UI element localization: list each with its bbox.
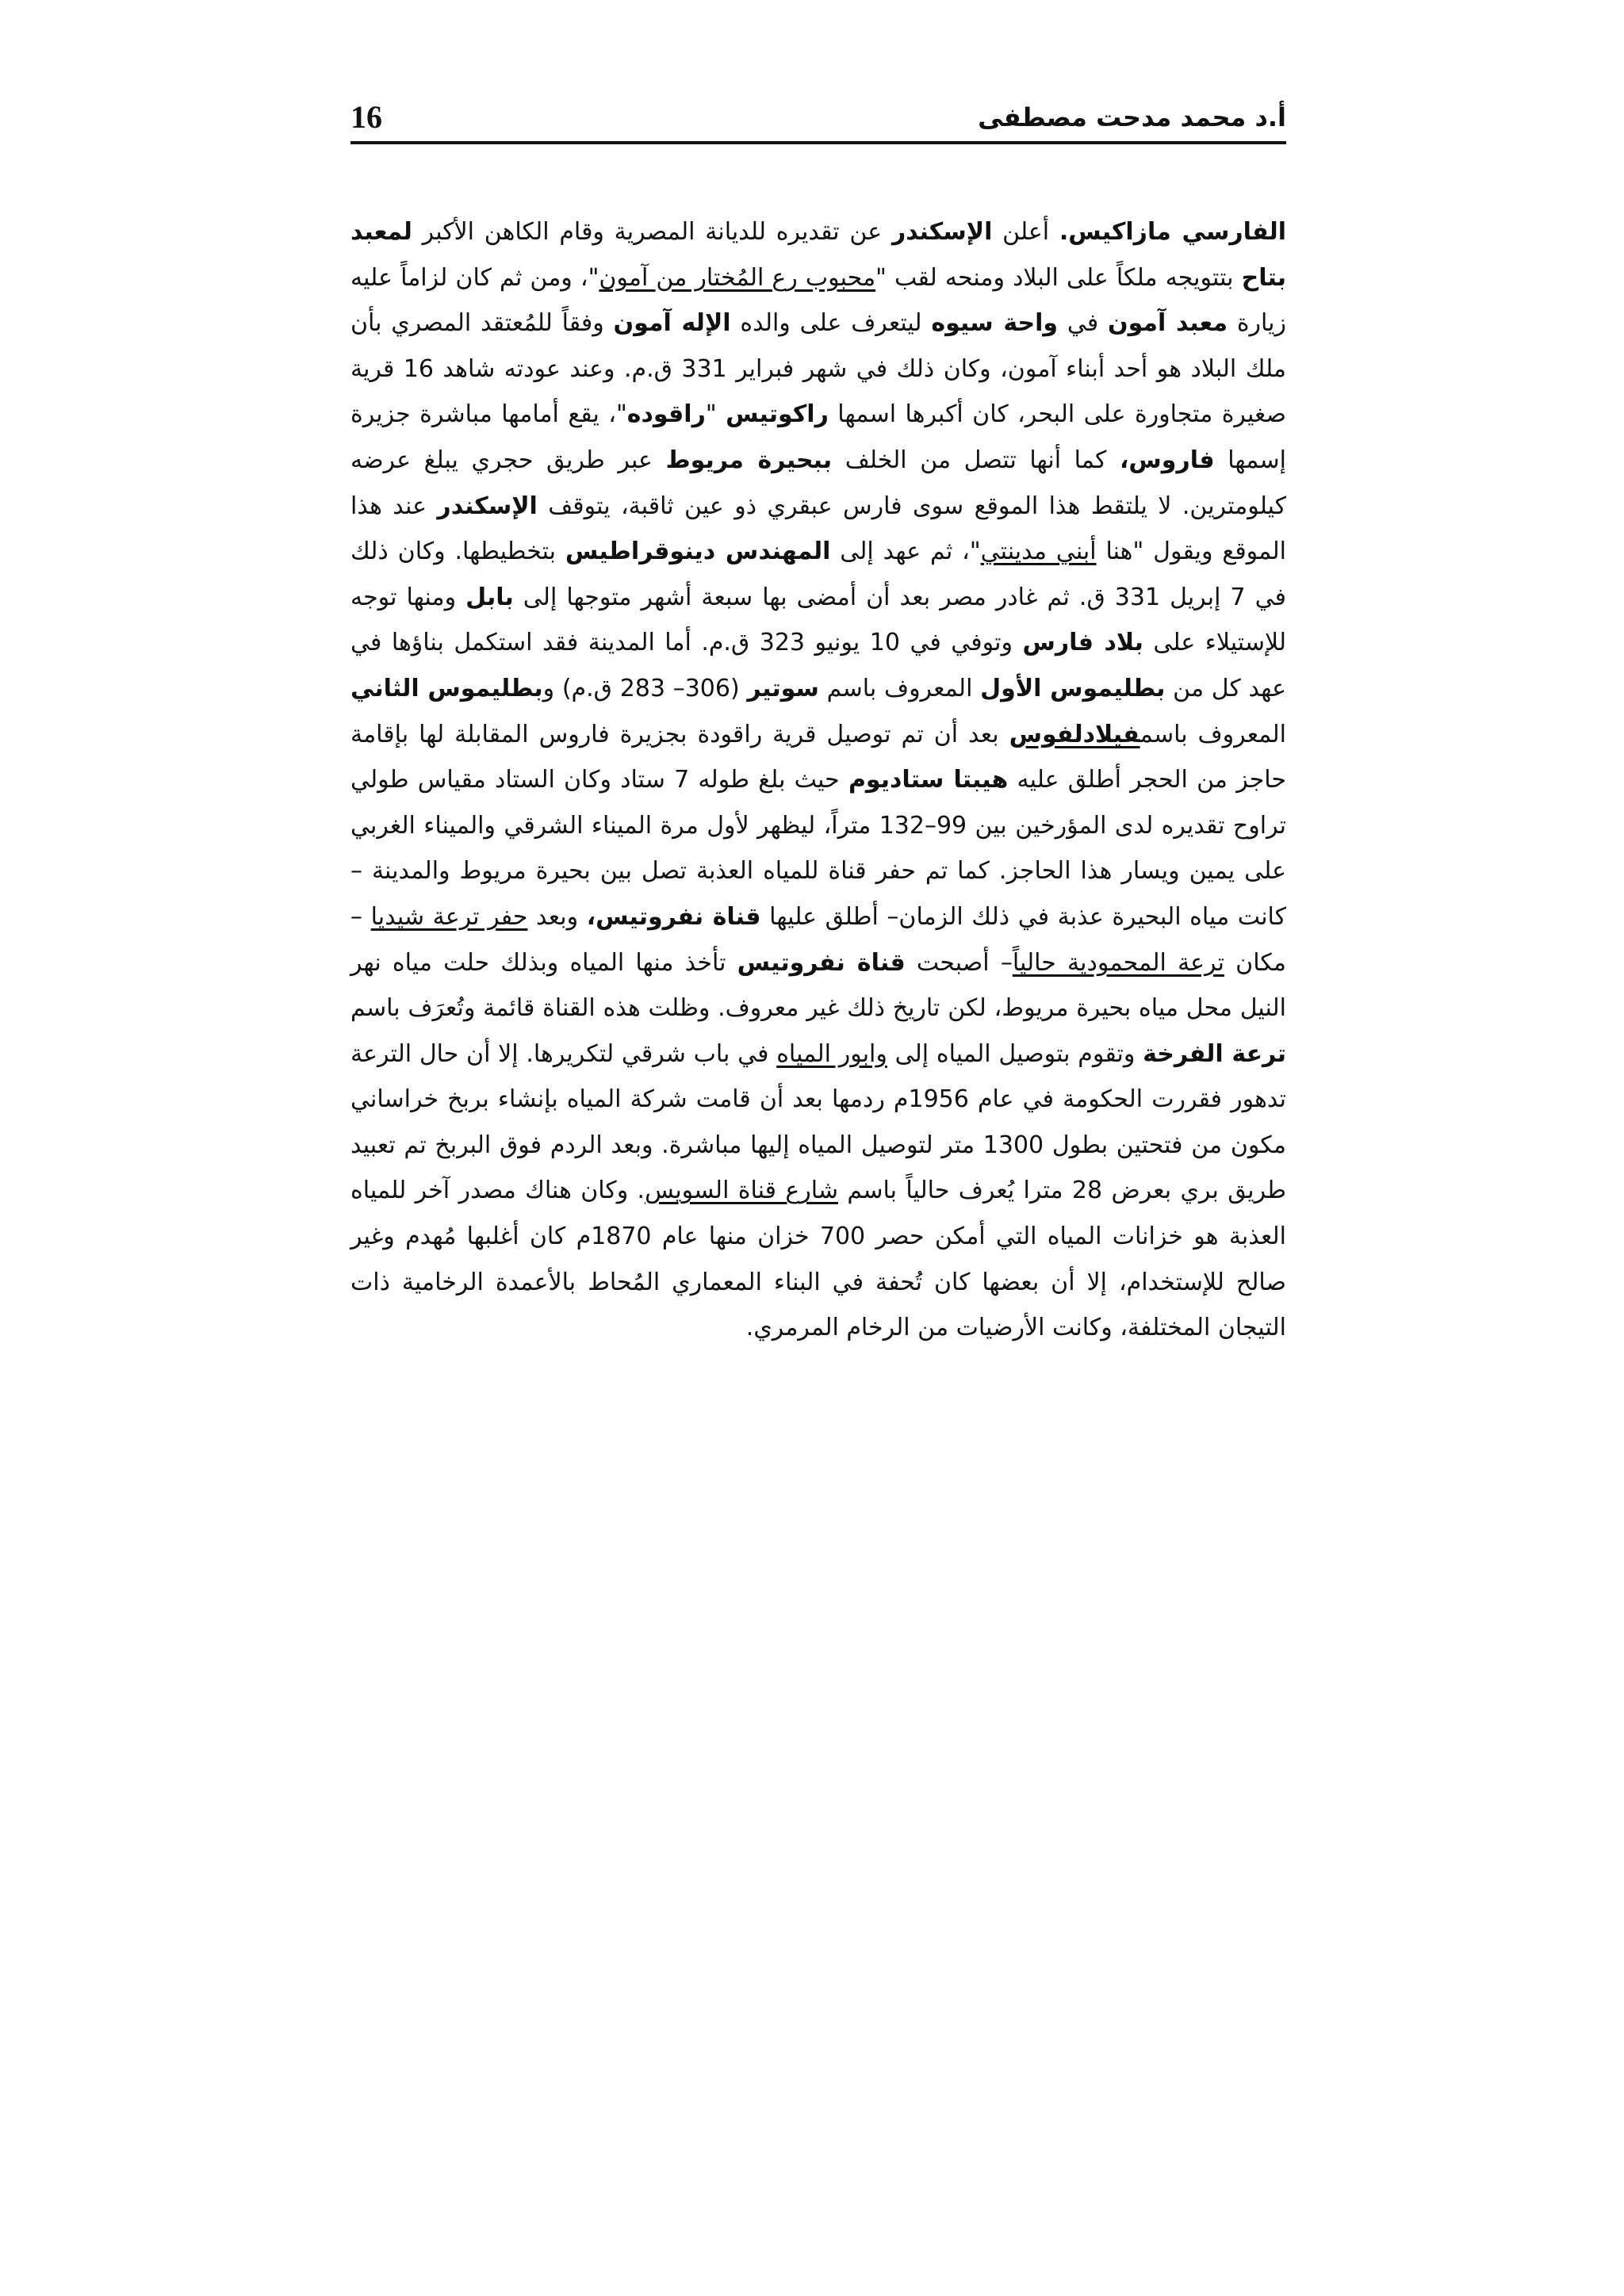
text-run: وبعد (527, 902, 587, 931)
text-run: "، ومن ثم كان لزاماً عليه زيارة (350, 263, 1286, 338)
text-run: حيث بلغ طوله 7 ستاد وكان الستاد مقياس طولي تراوح تقديره لدى المؤرخين بين 99–132 متراً، ليظهر لأول مرة الميناء الشرقي والميناء الغربي على يمين ويسار هذا الحاجز. كما تم حفر قناة للمياه العذبة تصل بين بحيرة مريوط والمدينة –كانت مياه البحيرة عذبة في ذلك الزمان– أطلق عليها (350, 766, 1286, 931)
body-paragraph (350, 209, 1286, 1351)
bold-term: راكوتيس (726, 400, 829, 429)
text-run: في (1058, 309, 1108, 338)
text-run: وفقاً للمُعتقد المصري بأن ملك البلاد هو أحد أبناء آمون، وكان ذلك في شهر فبراير 331 ق.م. وعند عودته شاهد 16 قرية صغيرة متجاورة على البحر، كان أكبرها اسمها (350, 309, 1286, 429)
text-run: عند هذا الموقع ويقول "هنا (350, 492, 1286, 566)
page-number: 16 (350, 99, 382, 135)
underlined-phrase: محبوب رع المُختار من آمون (599, 263, 876, 292)
text-run: أعلن (992, 218, 1059, 246)
text-run: –مكان (350, 902, 1286, 977)
bold-term: بابل (465, 583, 514, 611)
text-run: المعروف باسم (1139, 720, 1286, 748)
running-head-author: أ.د محمد مدحت مصطفى (978, 102, 1286, 132)
text-run: عبر طريق حجري يبلغ عرضه كيلومترين. لا يلتقط هذا الموقع سوى فارس عبقري ذو عين ثاقبة، يتوقف (350, 446, 1286, 520)
underlined-phrase: شارع قناة السويس (645, 1177, 839, 1205)
text-run: " (705, 400, 726, 429)
text-run: "، يقع أمامها مباشرة جزيرة إسمها (350, 400, 1286, 474)
page-header (350, 94, 1286, 144)
bold-underlined-term: فيلادلفوس (1009, 720, 1140, 748)
bold-term: قناة نفروتيس، (586, 902, 761, 931)
text-run: وتقوم بتوصيل المياه إلى (887, 1039, 1143, 1068)
bold-term: بلاد فارس (1022, 629, 1143, 657)
bold-term: معبد آمون (1107, 309, 1228, 338)
bold-term: راقوده (626, 400, 706, 429)
bold-term: فاروس، (1120, 446, 1215, 474)
underlined-phrase: ترعة المحمودية حالياً (1012, 948, 1224, 977)
text-run: كما أنها تتصل من الخلف (832, 446, 1120, 474)
text-run: . وكان هناك مصدر آخر للمياه العذبة هو خزانات المياه التي أمكن حصر 700 خزان منها عام 1870م كان أغلبها مُهدم وغير صالح للإستخدام، إلا أن بعضها كان تُحفة في البناء المعماري المُحاط بالأعمدة الرخامية ذات التيجان المختلفة، وكانت الأرضيات من الرخام المرمري. (350, 1177, 1286, 1342)
text-run: بتخطيطها. وكان ذلك في 7 إبريل 331 ق. ثم غادر مصر بعد أن أمضى بها سبعة أشهر متوجها إلى (350, 538, 1286, 611)
underlined-phrase: أبني مدينتي (980, 538, 1097, 566)
bold-term: بطليموس الثاني (350, 674, 543, 702)
underlined-phrase: وابور المياه (776, 1039, 887, 1068)
text-run: ليتعرف على والده (730, 309, 932, 338)
text-run: بتتويجه ملكاً على البلاد ومنحه لقب " (875, 263, 1242, 292)
bold-term: لمعبد بتاح (350, 218, 1286, 292)
text-run: بعد أن تم توصيل قرية راقودة بجزيرة فاروس المقابلة لها بإقامة حاجز من الحجر أطلق عليه (350, 720, 1286, 794)
bold-term: ببحيرة مريوط (665, 446, 833, 474)
bold-term: هيبتا ستاديوم (848, 766, 1009, 794)
text-run: المعروف باسم (818, 674, 981, 702)
bold-term: الإله آمون (613, 309, 731, 338)
text-run: ومنها توجه للإستيلاء على (350, 583, 1287, 657)
text-run: – أصبحت (905, 948, 1013, 977)
bold-term: الفارسي مازاكيس. (1059, 218, 1286, 246)
bold-term: سوتير (747, 674, 819, 702)
bold-term: الإسكندر (437, 492, 538, 520)
text-run: (306– 283 ق.م) و (542, 674, 748, 702)
bold-term: بطليموس الأول (980, 674, 1166, 702)
text-run: تأخذ منها المياه وبذلك حلت مياه نهر النيل محل مياه بحيرة مريوط، لكن تاريخ ذلك غير معروف. وظلت هذه القناة قائمة وتُعرَف باسم (350, 948, 1286, 1023)
text-run: عن تقديره للديانة المصرية وقام الكاهن الأكبر (412, 218, 892, 246)
text-run: "، ثم عهد إلى (830, 538, 981, 566)
bold-term: الإسكندر (891, 218, 993, 246)
bold-term: واحة سيوه (931, 309, 1059, 338)
text-run: في باب شرقي لتكريرها. إلا أن حال الترعة تدهور فقررت الحكومة في عام 1956م ردمها بعد أن قامت شركة المياه بإنشاء بربخ خراساني مكون من فتحتين بطول 1300 متر لتوصيل المياه إليها مباشرة. وبعد الردم فوق البربخ تم تعبيد طريق بري بعرض 28 مترا يُعرف حالياً باسم (350, 1039, 1287, 1205)
text-run: وتوفي في 10 يونيو 323 ق.م. أما المدينة فقد استكمل بناؤها في عهد كل من (350, 629, 1287, 702)
underlined-phrase: حفر ترعة شيديا (370, 902, 528, 931)
bold-term: المهندس دينوقراطيس (565, 538, 831, 566)
bold-term: ترعة الفرخة (1143, 1039, 1286, 1068)
bold-term: قناة نفروتيس (737, 948, 906, 977)
